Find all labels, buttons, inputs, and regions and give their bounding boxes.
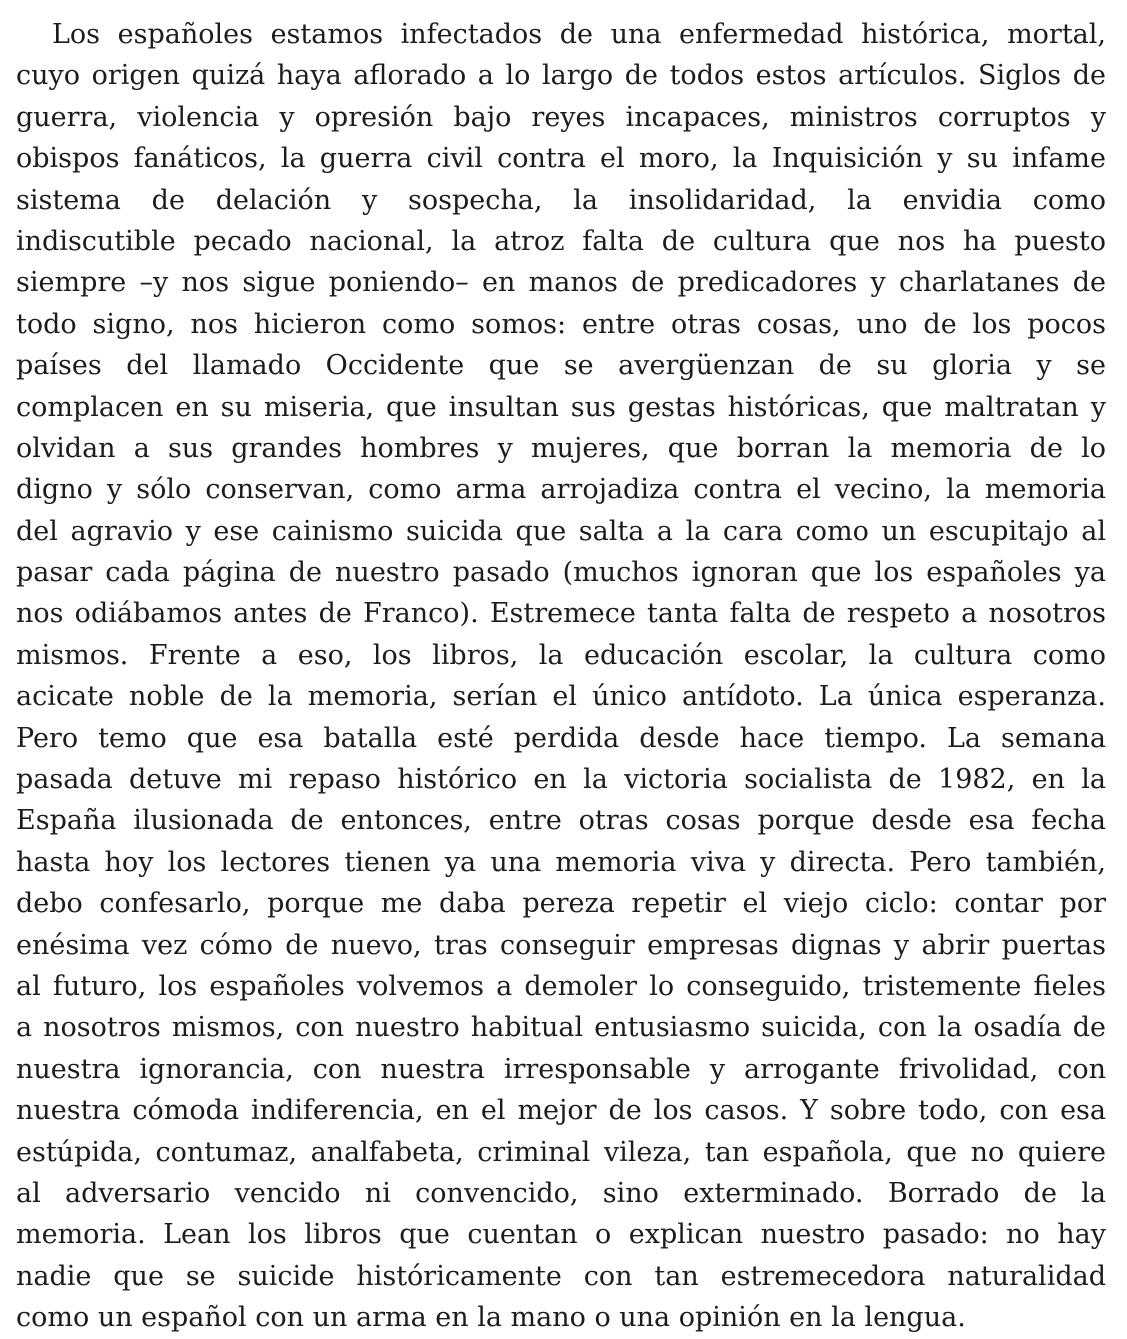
paragraph-line-11: olvidan a sus grandes hombres y mujeres, que borran la memoria de lo	[16, 432, 1106, 464]
paragraph-line-27: nuestra cómoda indiferencia, en el mejor de los casos. Y sobre todo, con esa	[16, 1095, 1106, 1127]
paragraph-line-8: todo signo, nos hicieron como somos: entre otras cosas, uno de los pocos	[16, 308, 1106, 340]
paragraph-line-14: pasar cada página de nuestro pasado (muchos ignoran que los españoles ya	[16, 557, 1106, 589]
paragraph-line-32: como un español con un arma en la mano o una opinión en la lengua.	[16, 1302, 966, 1334]
paragraph-line-9: países del llamado Occidente que se avergüenzan de su gloria y se	[16, 350, 1106, 382]
paragraph-line-17: acicate noble de la memoria, serían el único antídoto. La única esperanza.	[16, 681, 1106, 713]
paragraph-line-31: nadie que se suicide históricamente con tan estremecedora naturalidad	[16, 1260, 1106, 1292]
paragraph-line-24: al futuro, los españoles volvemos a demoler lo conseguido, tristemente fieles	[16, 970, 1106, 1002]
paragraph-line-13: del agravio y ese cainismo suicida que salta a la cara como un escupitajo al	[16, 515, 1106, 547]
article-paragraph	[16, 14, 1106, 1339]
paragraph-line-2: cuyo origen quizá haya aflorado a lo largo de todos estos artículos. Siglos de	[16, 60, 1106, 92]
paragraph-line-23: enésima vez cómo de nuevo, tras conseguir empresas dignas y abrir puertas	[16, 929, 1106, 961]
paragraph-line-18: Pero temo que esa batalla esté perdida desde hace tiempo. La semana	[16, 722, 1106, 754]
paragraph-line-4: obispos fanáticos, la guerra civil contra el moro, la Inquisición y su infame	[16, 143, 1106, 175]
paragraph-line-21: hasta hoy los lectores tienen ya una memoria viva y directa. Pero también,	[16, 846, 1106, 878]
paragraph-line-19: pasada detuve mi repaso histórico en la victoria socialista de 1982, en la	[16, 764, 1106, 796]
paragraph-line-28: estúpida, contumaz, analfabeta, criminal vileza, tan española, que no quiere	[16, 1136, 1106, 1168]
paragraph-line-15: nos odiábamos antes de Franco). Estremece tanta falta de respeto a nosotros	[16, 598, 1106, 630]
paragraph-line-29: al adversario vencido ni convencido, sino exterminado. Borrado de la	[16, 1177, 1106, 1209]
paragraph-line-5: sistema de delación y sospecha, la insolidaridad, la envidia como	[16, 184, 1106, 216]
paragraph-line-20: España ilusionada de entonces, entre otras cosas porque desde esa fecha	[16, 805, 1106, 837]
paragraph-line-12: digno y sólo conservan, como arma arrojadiza contra el vecino, la memoria	[16, 474, 1106, 506]
paragraph-line-3: guerra, violencia y opresión bajo reyes incapaces, ministros corruptos y	[16, 101, 1106, 133]
paragraph-line-30: memoria. Lean los libros que cuentan o explican nuestro pasado: no hay	[16, 1219, 1106, 1251]
paragraph-line-7: siempre –y nos sigue poniendo– en manos de predicadores y charlatanes de	[16, 267, 1106, 299]
paragraph-line-25: a nosotros mismos, con nuestro habitual entusiasmo suicida, con la osadía de	[16, 1012, 1106, 1044]
paragraph-line-1: Los españoles estamos infectados de una enfermedad histórica, mortal,	[52, 19, 1106, 50]
paragraph-line-26: nuestra ignorancia, con nuestra irresponsable y arrogante frivolidad, con	[16, 1053, 1106, 1085]
paragraph-line-10: complacen en su miseria, que insultan sus gestas históricas, que maltratan y	[16, 391, 1106, 423]
paragraph-line-22: debo confesarlo, porque me daba pereza repetir el viejo ciclo: contar por	[16, 888, 1106, 920]
paragraph-line-6: indiscutible pecado nacional, la atroz falta de cultura que nos ha puesto	[16, 225, 1106, 257]
paragraph-line-16: mismos. Frente a eso, los libros, la educación escolar, la cultura como	[16, 639, 1106, 671]
